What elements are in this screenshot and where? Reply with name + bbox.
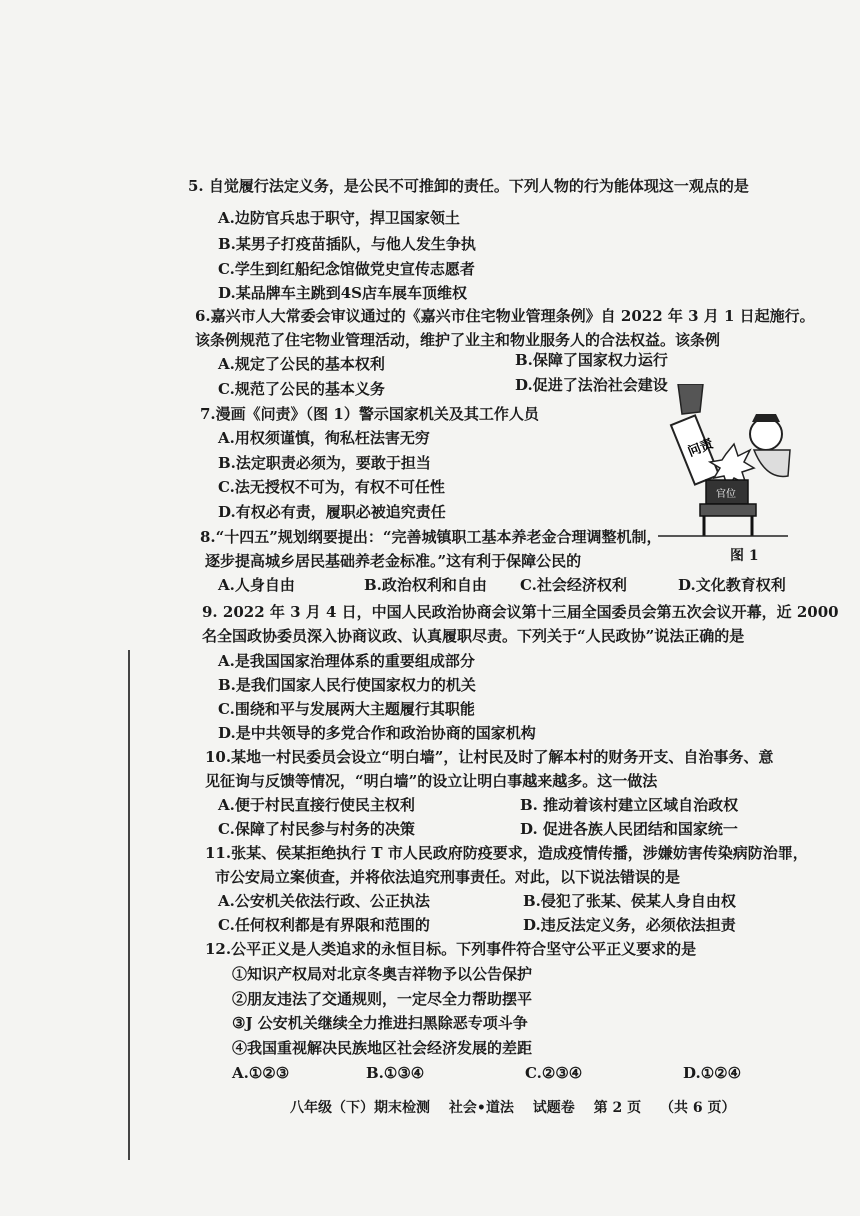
question-12-item-4: ④我国重视解决民族地区社会经济发展的差距 <box>232 1039 533 1057</box>
question-10-option-a: A.便于村民直接行使民主权利 <box>218 796 415 814</box>
question-5-option-d: D.某品牌车主跳到4S店车展车顶维权 <box>218 284 467 302</box>
question-11-option-a: A.公安机关依法行政、公正执法 <box>218 892 430 910</box>
question-10-option-c: C.保障了村民参与村务的决策 <box>218 820 415 838</box>
question-12-option-b: B.①③④ <box>366 1064 425 1082</box>
question-8-option-c: C.社会经济权利 <box>520 576 627 594</box>
question-10-stem-2: 见征询与反馈等情况，“明白墙”的设立让明白事越来越多。这一做法 <box>205 772 658 790</box>
footer-subject: 社会•道法 <box>448 1100 514 1116</box>
question-7-option-b: B.法定职责必须为，要敢于担当 <box>218 454 431 472</box>
question-6-stem-1: 6.嘉兴市人大常委会审议通过的《嘉兴市住宅物业管理条例》自 2022 年 3 月 1 日起施行。 <box>195 307 815 325</box>
official-hat <box>752 414 780 422</box>
page-footer <box>290 1097 749 1117</box>
question-8-option-a: A.人身自由 <box>218 576 295 594</box>
question-8-option-d: D.文化教育权利 <box>678 576 786 594</box>
question-11-stem-2: 市公安局立案侦查，并将依法追究刑事责任。对此，以下说法错误的是 <box>215 868 681 886</box>
question-11-option-d: D.违反法定义务，必须依法担责 <box>523 916 736 934</box>
sign-text: 问责 <box>685 436 716 461</box>
question-11-option-b: B.侵犯了张某、侯某人身自由权 <box>523 892 736 910</box>
question-5-stem: 5. 自觉履行法定义务，是公民不可推卸的责任。下列人物的行为能体现这一观点的是 <box>188 177 749 195</box>
question-9-stem-2: 名全国政协委员深入协商议政、认真履职尽责。下列关于“人民政协”说法正确的是 <box>202 627 745 645</box>
question-12-item-3: ③J 公安机关继续全力推进扫黑除恶专项斗争 <box>232 1014 528 1032</box>
question-6-option-b: B.保障了国家权力运行 <box>515 351 668 369</box>
question-8-stem-1: 8.“十四五”规划纲要提出：“完善城镇职工基本养老金合理调整机制， <box>200 528 662 546</box>
question-12-item-1: ①知识产权局对北京冬奥吉祥物予以公告保护 <box>232 965 533 983</box>
question-9-option-c: C.围绕和平与发展两大主题履行其职能 <box>218 700 475 718</box>
question-7-option-c: C.法无授权不可为，有权不可任性 <box>218 478 445 496</box>
official-body <box>754 450 790 476</box>
question-12-option-d: D.①②④ <box>683 1064 742 1082</box>
question-12-option-c: C.②③④ <box>525 1064 583 1082</box>
chair-text: 官位 <box>716 489 736 500</box>
question-7-option-a: A.用权须谨慎，徇私枉法害无穷 <box>218 429 430 447</box>
question-12-item-2: ②朋友违法了交通规则，一定尽全力帮助摆平 <box>232 990 533 1008</box>
question-5-option-a: A.边防官兵忠于职守，捍卫国家领土 <box>218 209 460 227</box>
question-10-option-d: D. 促进各族人民团结和国家统一 <box>520 820 738 838</box>
chair-seat <box>700 504 756 516</box>
question-8-option-b: B.政治权利和自由 <box>364 576 487 594</box>
footer-grade: 八年级（下）期末检测 <box>290 1100 430 1116</box>
question-6-option-c: C.规范了公民的基本义务 <box>218 380 385 398</box>
question-8-stem-2: 逐步提高城乡居民基础养老金标准。”这有利于保障公民的 <box>205 552 582 570</box>
question-9-option-a: A.是我国国家治理体系的重要组成部分 <box>218 652 475 670</box>
question-5-option-c: C.学生到红船纪念馆做党史宣传志愿者 <box>218 260 475 278</box>
question-12-stem: 12.公平正义是人类追求的永恒目标。下列事件符合坚守公平正义要求的是 <box>205 940 697 958</box>
question-9-option-d: D.是中共领导的多党合作和政治协商的国家机构 <box>218 724 536 742</box>
official-head <box>750 418 782 450</box>
question-9-option-b: B.是我们国家人民行使国家权力的机关 <box>218 676 476 694</box>
question-11-stem-1: 11.张某、侯某拒绝执行 T 市人民政府防疫要求，造成疫情传播，涉嫌妨害传染病防治罪， <box>205 844 808 862</box>
question-7-stem: 7.漫画《问责》（图 1）警示国家机关及其工作人员 <box>200 405 539 423</box>
sleeve-shape <box>678 384 703 414</box>
footer-page: 第 2 页 <box>593 1100 642 1116</box>
question-12-option-a: A.①②③ <box>232 1064 290 1082</box>
margin-line <box>128 650 130 1160</box>
question-10-stem-1: 10.某地一村民委员会设立“明白墙”，让村民及时了解本村的财务开支、自治事务、意 <box>205 748 774 766</box>
footer-paper: 试题卷 <box>532 1100 575 1116</box>
footer-total: （共 6 页） <box>659 1100 736 1116</box>
question-9-stem-1: 9. 2022 年 3 月 4 日，中国人民政治协商会议第十三届全国委员会第五次会议开幕，近 2000 <box>202 603 839 621</box>
figure-label: 图 1 <box>730 548 759 564</box>
question-6-option-a: A.规定了公民的基本权利 <box>218 355 385 373</box>
question-11-option-c: C.任何权利都是有界限和范围的 <box>218 916 430 934</box>
question-7-option-d: D.有权必有责，履职必被追究责任 <box>218 503 446 521</box>
question-6-stem-2: 该条例规范了住宅物业管理活动，维护了业主和物业服务人的合法权益。该条例 <box>195 331 721 349</box>
question-10-option-b: B. 推动着该村建立区域自治政权 <box>520 796 739 814</box>
question-6-option-d: D.促进了法治社会建设 <box>515 376 668 394</box>
question-5-option-b: B.某男子打疫苗插队，与他人发生争执 <box>218 235 476 253</box>
cartoon-figure <box>648 384 798 544</box>
